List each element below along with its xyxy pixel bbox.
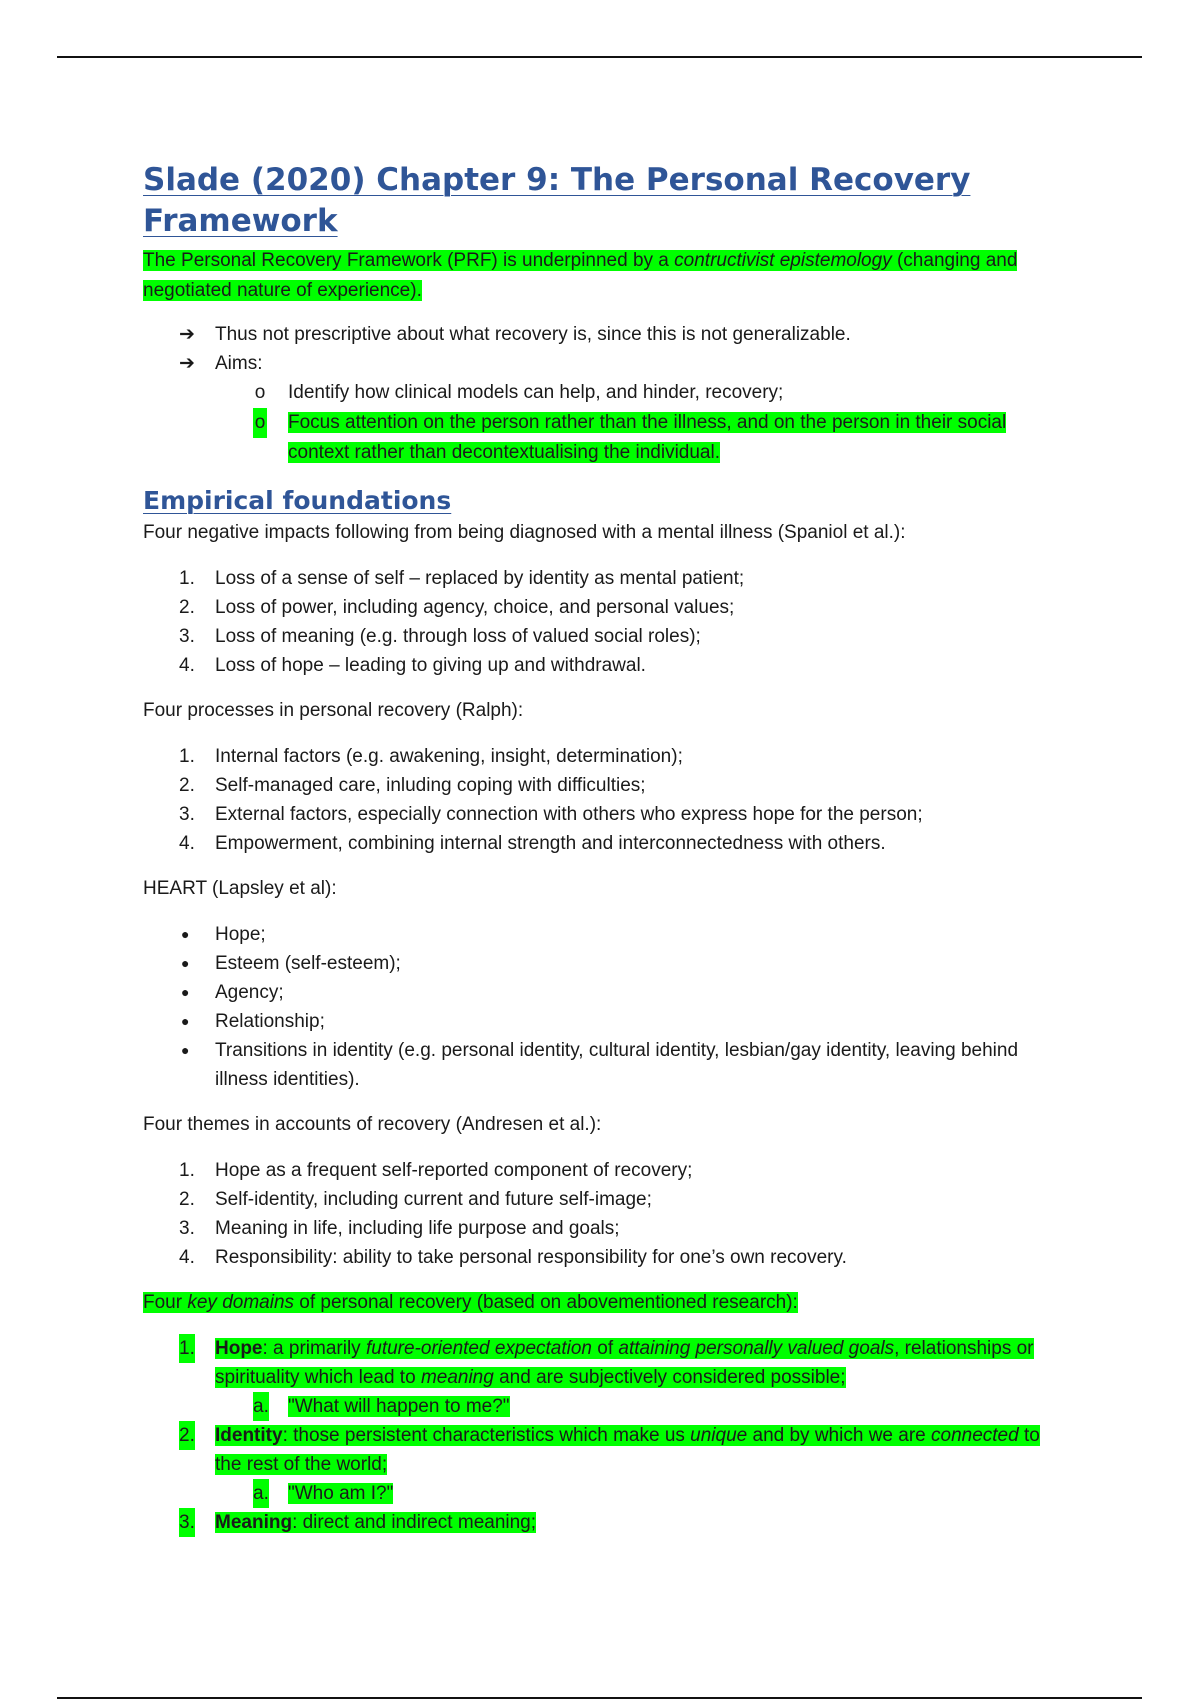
page-top-rule [57, 56, 1142, 58]
bullet-icon: ● [181, 984, 190, 1000]
domain-identity: 2. Identity: those persistent characteristics which make us unique and by which we are connected to the rest of the world; [143, 1421, 1043, 1479]
list-item: o Identify how clinical models can help, and hinder, recovery; [143, 378, 1043, 408]
list-item: 4. Responsibility: ability to take personal responsibility for one’s own recovery. [179, 1247, 847, 1268]
page-bottom-rule [57, 1697, 1142, 1699]
bullet-icon: ● [181, 955, 190, 971]
negative-impacts-intro: Four negative impacts following from being diagnosed with a mental illness (Spaniol et al.): [143, 522, 906, 543]
list-item: 3. External factors, especially connection with others who express hope for the person; [179, 804, 923, 825]
list-item: 3. Meaning in life, including life purpose and goals; [179, 1218, 620, 1239]
title-line-1: Slade (2020) Chapter 9: The Personal Recovery [143, 162, 971, 198]
list-item: 2. Self-managed care, inluding coping with difficulties; [179, 775, 646, 796]
list-item: ● Agency; [143, 978, 1043, 1007]
list-item: ● Transitions in identity (e.g. personal identity, cultural identity, lesbian/gay identity, leaving behind illness identities). [143, 1036, 1043, 1094]
heart-list [143, 920, 1043, 1094]
domain-meaning: 3. Meaning: direct and indirect meaning; [143, 1508, 1043, 1537]
circle-bullet-icon: o [254, 382, 266, 403]
processes-list [143, 742, 1043, 858]
list-item: ● Esteem (self-esteem); [143, 949, 1043, 978]
arrow-icon: ➔ [179, 353, 195, 374]
arrow-icon: ➔ [179, 324, 195, 345]
title-line-2: Framework [143, 203, 338, 239]
list-item: 2. Self-identity, including current and future self-image; [179, 1189, 652, 1210]
arrow-list [143, 320, 1043, 378]
aims-list [143, 378, 1043, 468]
intro-paragraph: The Personal Recovery Framework (PRF) is underpinned by a contructivist epistemology (changing and negotiated nature of experience). [143, 250, 1018, 301]
domains-intro: Four key domains of personal recovery (based on abovementioned research): [143, 1292, 798, 1313]
heart-intro: HEART (Lapsley et al): [143, 878, 337, 899]
negative-impacts-list [143, 564, 1043, 680]
list-item: 1. Loss of a sense of self – replaced by identity as mental patient; [179, 568, 745, 589]
list-item: 1. Hope as a frequent self-reported component of recovery; [179, 1160, 693, 1181]
list-item: 3. Loss of meaning (e.g. through loss of valued social roles); [179, 626, 701, 647]
list-item: 2. Loss of power, including agency, choice, and personal values; [179, 597, 735, 618]
bullet-icon: ● [181, 926, 190, 942]
list-item: 4. Empowerment, combining internal strength and interconnectedness with others. [179, 833, 886, 854]
list-item: 4. Loss of hope – leading to giving up and withdrawal. [179, 655, 646, 676]
domain-hope-question: a. "What will happen to me?" [143, 1392, 1043, 1421]
domain-hope: 1. Hope: a primarily future-oriented expectation of attaining personally valued goals, relationships or spirituality which lead to meaning and are subjectively considered possible; [143, 1334, 1043, 1392]
section-heading-empirical: Empirical foundations [143, 486, 452, 515]
list-item: ➔ Aims: [143, 349, 1043, 378]
themes-list [143, 1156, 1043, 1272]
page-title [143, 160, 1043, 242]
processes-intro: Four processes in personal recovery (Ralph): [143, 700, 524, 721]
domain-identity-question: a. "Who am I?" [143, 1479, 1043, 1508]
list-item: ● Relationship; [143, 1007, 1043, 1036]
document-body [143, 160, 1043, 1537]
themes-intro: Four themes in accounts of recovery (Andresen et al.): [143, 1114, 602, 1135]
bullet-icon: ● [181, 1042, 190, 1058]
list-item: 1. Internal factors (e.g. awakening, insight, determination); [179, 746, 683, 767]
list-item: ● Hope; [143, 920, 1043, 949]
bullet-icon: ● [181, 1013, 190, 1029]
circle-bullet-icon: o [253, 408, 267, 438]
list-item: o Focus attention on the person rather than the illness, and on the person in their social context rather than decontextualising the individual. [143, 408, 1043, 468]
domains-list [143, 1334, 1043, 1537]
list-item: ➔ Thus not prescriptive about what recovery is, since this is not generalizable. [143, 320, 1043, 349]
